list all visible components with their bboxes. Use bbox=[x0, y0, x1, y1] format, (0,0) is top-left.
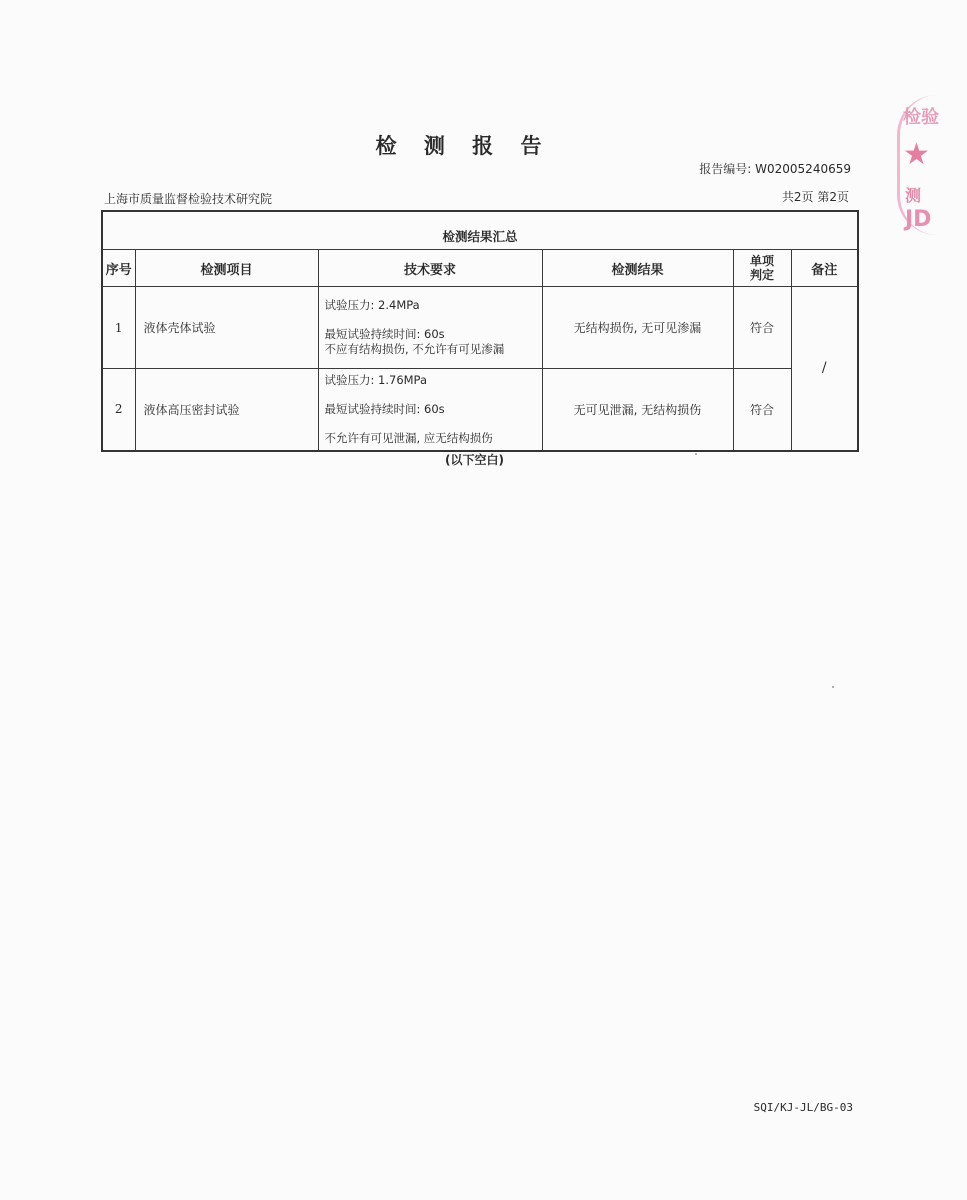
requirement-line: 最短试验持续时间: 60s bbox=[324, 327, 445, 341]
row-result: 无结构损伤, 无可见渗漏 bbox=[542, 287, 733, 369]
star-icon: ★ bbox=[903, 137, 930, 172]
table-caption: 检测结果汇总 bbox=[102, 211, 858, 250]
blank-below-note: (以下空白) bbox=[445, 453, 504, 467]
row-verdict: 符合 bbox=[733, 287, 791, 369]
header-item: 检测项目 bbox=[135, 250, 318, 287]
requirement-line: 试验压力: 2.4MPa bbox=[324, 298, 420, 312]
stamp-text-mid: 测 bbox=[905, 186, 922, 205]
row-result: 无可见泄漏, 无结构损伤 bbox=[542, 369, 733, 451]
stamp-text-bottom: JD bbox=[905, 207, 932, 232]
header-verdict bbox=[733, 250, 791, 287]
page-info: 共2页 第2页 bbox=[781, 190, 849, 204]
header-index: 序号 bbox=[102, 250, 135, 287]
requirement-line: 最短试验持续时间: 60s bbox=[324, 401, 445, 416]
requirement-line: 不允许有可见泄漏, 应无结构损伤 bbox=[324, 430, 493, 445]
row-note: / bbox=[791, 287, 858, 451]
header-requirement: 技术要求 bbox=[318, 250, 542, 287]
header-verdict-line2: 判定 bbox=[749, 268, 774, 282]
table-caption-row bbox=[102, 211, 858, 250]
requirement-line: 试验压力: 1.76MPa bbox=[324, 372, 428, 387]
scan-speck bbox=[695, 453, 697, 455]
row-index: 2 bbox=[102, 369, 135, 451]
report-title: 检 测 报 告 bbox=[375, 134, 552, 158]
organization-name: 上海市质量监督检验技术研究院 bbox=[104, 192, 273, 206]
stamp-text-top: 检验 bbox=[903, 107, 939, 128]
row-item: 液体壳体试验 bbox=[135, 287, 318, 369]
table-row bbox=[102, 287, 858, 369]
row-index: 1 bbox=[102, 287, 135, 369]
inspection-seal-stamp bbox=[897, 95, 967, 245]
scan-speck bbox=[832, 686, 834, 688]
row-item: 液体高压密封试验 bbox=[135, 369, 318, 451]
header-result: 检测结果 bbox=[542, 250, 733, 287]
row-requirement bbox=[318, 287, 542, 369]
table-row bbox=[102, 369, 858, 451]
table-header-row bbox=[102, 250, 858, 287]
requirement-line: 不应有结构损伤, 不允许有可见渗漏 bbox=[324, 342, 505, 356]
row-verdict: 符合 bbox=[733, 369, 791, 451]
form-code: SQI/KJ-JL/BG-03 bbox=[753, 1101, 853, 1114]
report-number: 报告编号: W02005240659 bbox=[699, 162, 851, 176]
row-requirement bbox=[318, 369, 542, 451]
header-verdict-line1: 单项 bbox=[749, 254, 774, 268]
results-summary-table bbox=[101, 210, 859, 452]
header-note: 备注 bbox=[791, 250, 858, 287]
